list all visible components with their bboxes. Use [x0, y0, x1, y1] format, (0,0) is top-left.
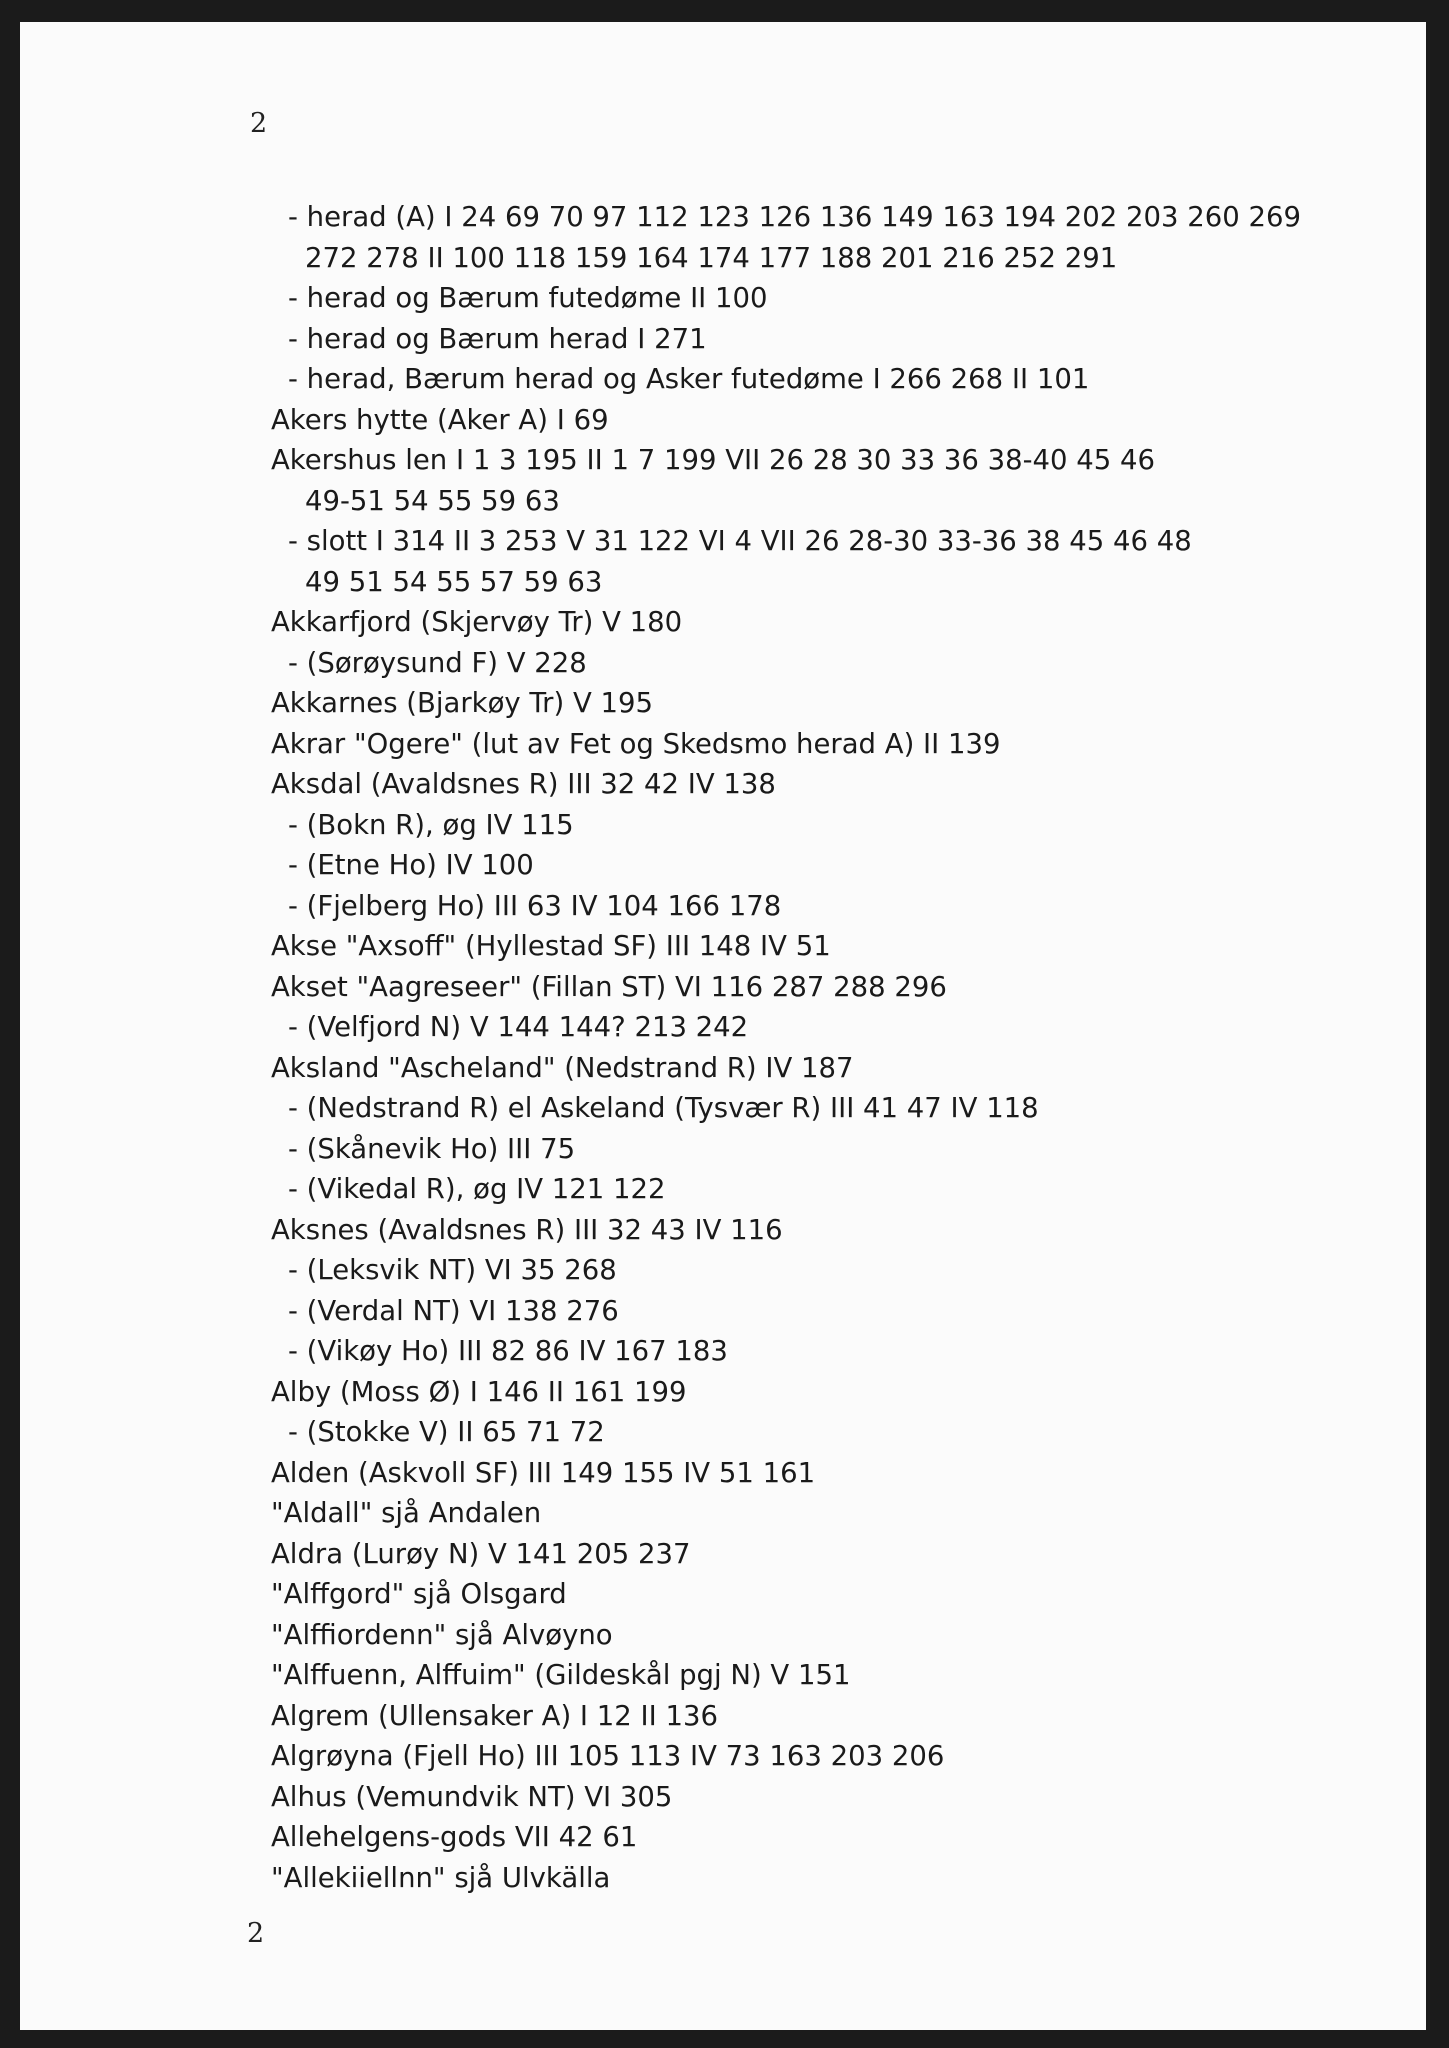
index-entry: Akershus len I 1 3 195 II 1 7 199 VII 26 28 30 33 36 38-40 45 46 [271, 444, 1156, 476]
index-entry: "Alffiordenn" sjå Alvøyno [271, 1618, 613, 1651]
index-entry: Alby (Moss Ø) I 146 II 161 199 [271, 1375, 687, 1408]
index-entry: Akset "Aagreseer" (Fillan ST) VI 116 287 288 296 [271, 970, 947, 1003]
index-subentry: - (Sørøysund F) V 228 [288, 646, 587, 679]
page-number-bottom: 2 [247, 1918, 265, 1949]
index-subentry: - (Vikøy Ho) III 82 86 IV 167 183 [288, 1335, 728, 1367]
index-entry: Akkarnes (Bjarkøy Tr) V 195 [271, 687, 654, 719]
index-entry-continuation: 272 278 II 100 118 159 164 174 177 188 201 216 252 291 [305, 241, 1118, 274]
index-entry: "Alffuenn, Alffuim" (Gildeskål pgj N) V 151 [271, 1659, 851, 1691]
index-entry: Aksland "Ascheland" (Nedstrand R) IV 187 [271, 1051, 854, 1084]
index-subentry: - (Vikedal R), øg IV 121 122 [288, 1173, 666, 1205]
index-subentry: - (Nedstrand R) el Askeland (Tysvær R) III 41 47 IV 118 [288, 1092, 1039, 1124]
index-entry: Akse "Axsoff" (Hyllestad SF) III 148 IV 51 [271, 930, 831, 962]
index-subentry: - herad og Bærum herad I 271 [288, 322, 707, 355]
index-entry: Akkarfjord (Skjervøy Tr) V 180 [271, 606, 683, 638]
index-subentry: - (Leksvik NT) VI 35 268 [288, 1254, 617, 1286]
index-entry: Allehelgens-gods VII 42 61 [271, 1821, 638, 1853]
index-entry: Alhus (Vemundvik NT) VI 305 [271, 1780, 673, 1813]
index-entry: Algrem (Ullensaker A) I 12 II 136 [271, 1699, 718, 1732]
index-subentry: - (Verdal NT) VI 138 276 [288, 1294, 619, 1327]
index-entry: Alden (Askvoll SF) III 149 155 IV 51 161 [271, 1456, 816, 1489]
index-entry: Aksdal (Avaldsnes R) III 32 42 IV 138 [271, 768, 776, 800]
index-subentry: - (Velfjord N) V 144 144? 213 242 [288, 1011, 749, 1043]
index-entry-continuation: 49 51 54 55 57 59 63 [305, 565, 603, 598]
index-entry: Aksnes (Avaldsnes R) III 32 43 IV 116 [271, 1213, 783, 1246]
index-entry: Aldra (Lurøy N) V 141 205 237 [271, 1537, 691, 1570]
index-entry: "Allekiiellnn" sjå Ulvkälla [271, 1861, 611, 1894]
index-subentry: - (Bokn R), øg IV 115 [288, 808, 574, 841]
index-entry: Akrar "Ogere" (lut av Fet og Skedsmo herad A) II 139 [271, 727, 1001, 760]
index-subentry: - herad, Bærum herad og Asker futedøme I 266 268 II 101 [288, 363, 1090, 395]
index-subentry: - (Skånevik Ho) III 75 [288, 1132, 576, 1165]
index-entry-list [0, 197, 1449, 1898]
index-subentry: - slott I 314 II 3 253 V 31 122 VI 4 VII 26 28-30 33-36 38 45 46 48 [288, 525, 1192, 557]
index-entry: "Alffgord" sjå Olsgard [271, 1578, 567, 1610]
index-subentry: - herad og Bærum futedøme II 100 [288, 282, 768, 314]
index-entry: Algrøyna (Fjell Ho) III 105 113 IV 73 163 203 206 [271, 1740, 945, 1772]
index-subentry: - (Stokke V) II 65 71 72 [288, 1416, 605, 1448]
index-subentry: - (Fjelberg Ho) III 63 IV 104 166 178 [288, 889, 782, 922]
index-subentry: - (Etne Ho) IV 100 [288, 849, 534, 881]
index-entry: "Aldall" sjå Andalen [271, 1497, 542, 1529]
index-entry-continuation: 49-51 54 55 59 63 [305, 484, 560, 517]
page-number-top: 2 [250, 108, 268, 139]
index-subentry: - herad (A) I 24 69 70 97 112 123 126 136 149 163 194 202 203 260 269 [288, 201, 1301, 233]
index-entry: Akers hytte (Aker A) I 69 [271, 403, 609, 436]
